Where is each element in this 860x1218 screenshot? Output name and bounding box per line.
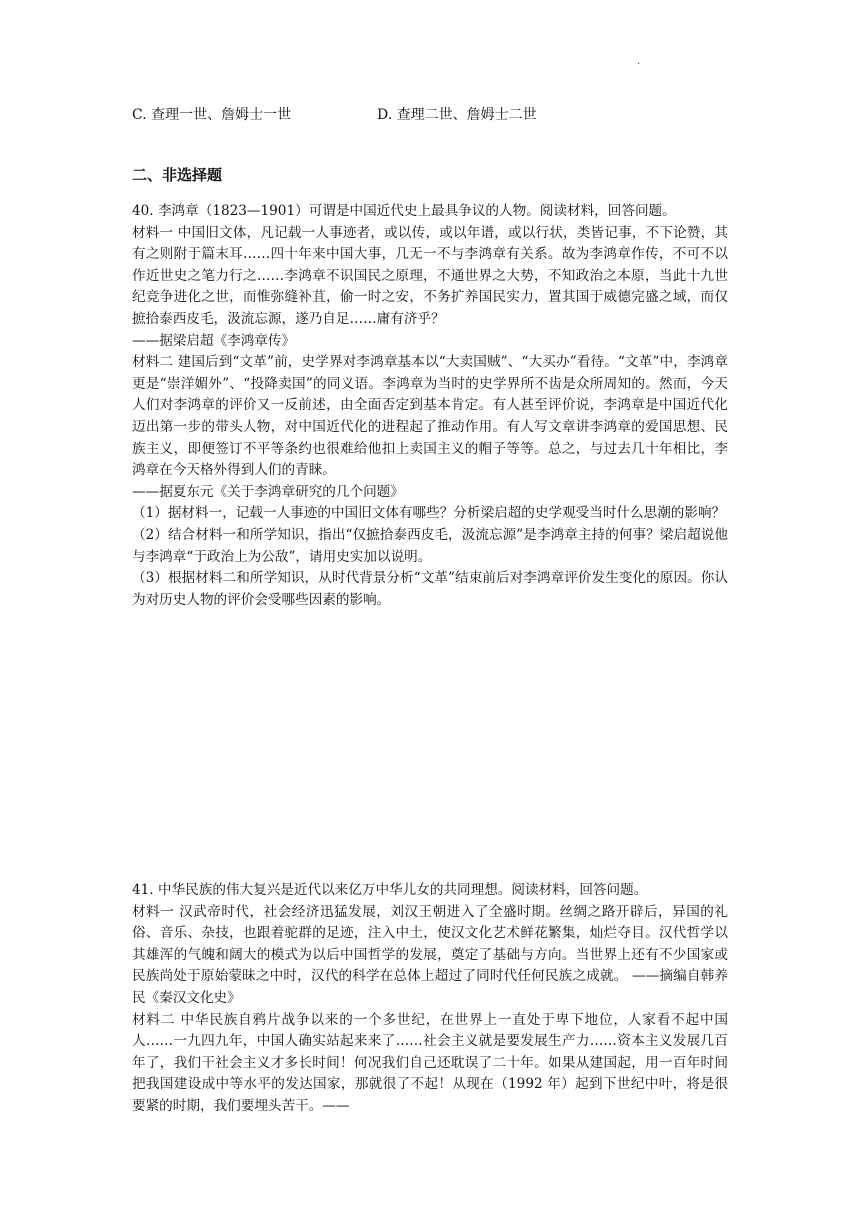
material-1: 材料一 中国旧文体，凡记载一人事迹者，或以传，或以年谱，或以行状，类皆记事，不下论赞，其有之则附于篇末耳……四十年来中国大事，几无一不与李鸿章有关系。故为李鸿章作传，不可不以作近世史之笔力行之……李鸿章不识国民之原理，不通世界之大势，不知政治之本原，当此十九世纪竞争进化之世，而惟弥缝补苴，偷一时之安，不务扩养国民实力，置其国于威德完盛之域，而仅摭拾泰西皮毛，汲流忘源，遂乃自足……庸有济乎？ <box>132 224 728 327</box>
question-stem: 41. 中华民族的伟大复兴是近代以来亿万中华儿女的共同理想。阅读材料，回答问题。 <box>132 882 648 898</box>
question-41 <box>132 880 728 1118</box>
material-2: 材料二 中华民族自鸦片战争以来的一个多世纪，在世界上一直处于卑下地位，人家看不起中国人……一九四九年，中国人确实站起来来了……社会主义就是要发展生产力……资本主义发展几百年了，我们干社会主义才多长时间！何况我们自己还耽误了二十年。如果从建国起，用一百年时间把我国建设成中等水平的发达国家，那就很了不起！从现在（1992 年）起到下世纪中叶，将是很要紧的时期，我们要埋头苦干。—— <box>132 1011 728 1114</box>
question-stem: 40. 李鸿章（1823—1901）可谓是中国近代史上最具争议的人物。阅读材料，回答问题。 <box>132 203 676 219</box>
section-title: 二、非选择题 <box>132 166 223 184</box>
page-mark: . <box>637 56 641 67</box>
question-40 <box>132 201 728 611</box>
sub-question-1: （1）据材料一，记载一人事迹的中国旧文体有哪些？分析梁启超的史学观受当时什么思潮的影响？ <box>132 505 726 522</box>
material-2-source: ——据夏东元《关于李鸿章研究的几个问题》 <box>132 483 404 500</box>
sub-question-3: （3）根据材料二和所学知识，从时代背景分析“文革”结束前后对李鸿章评价发生变化的原因。你认为对历史人物的评价会受哪些因素的影响。 <box>132 570 728 608</box>
sub-question-2: （2）结合材料一和所学知识，指出“仅摭拾泰西皮毛，汲流忘源”是李鸿章主持的何事？梁启超说他与李鸿章“于政治上为公敌”，请用史实加以说明。 <box>132 526 728 565</box>
material-2: 材料二 建国后到“文革”前，史学界对李鸿章基本以“大卖国贼”、“大买办”看待。“文革”中，李鸿章更是“崇洋媚外”、“投降卖国”的同义语。李鸿章为当时的史学界所不齿是众所周知的。然而，今天人们对李鸿章的评价又一反前述，由全面否定到基本肯定。有人甚至评价说，李鸿章是中国近代化迈出第一步的带头人物，对中国近代化的进程起了推动作用。有人写文章讲李鸿章的爱国思想、民族主义，即便签订不平等条约也很难给他扣上卖国主义的帽子等等。总之，与过去几十年相比，李鸿章在今天格外得到人们的青睐。 <box>132 354 728 479</box>
material-1: 材料一 汉武帝时代，社会经济迅猛发展，刘汉王朝进入了全盛时期。丝绸之路开辟后，异国的礼俗、音乐、杂技，也跟着驼群的足迹，注入中土，使汉文化艺术鲜花繁集，灿烂夺目。汉代哲学以其雄浑的气魄和阔大的模式为以后中国哲学的发展，奠定了基础与方向。当世界上还有不少国家或民族尚处于原始蒙昧之中时，汉代的科学在总体上超过了同时代任何民族之成就。 ——摘编自韩养民《秦汉文化史》 <box>132 903 728 1006</box>
option-d: D. 查理二世、詹姆士二世 <box>377 107 537 123</box>
material-1-source: ——据梁启超《李鸿章传》 <box>132 332 296 349</box>
previous-question-options <box>132 104 537 124</box>
option-c: C. 查理一世、詹姆士一世 <box>132 107 292 123</box>
